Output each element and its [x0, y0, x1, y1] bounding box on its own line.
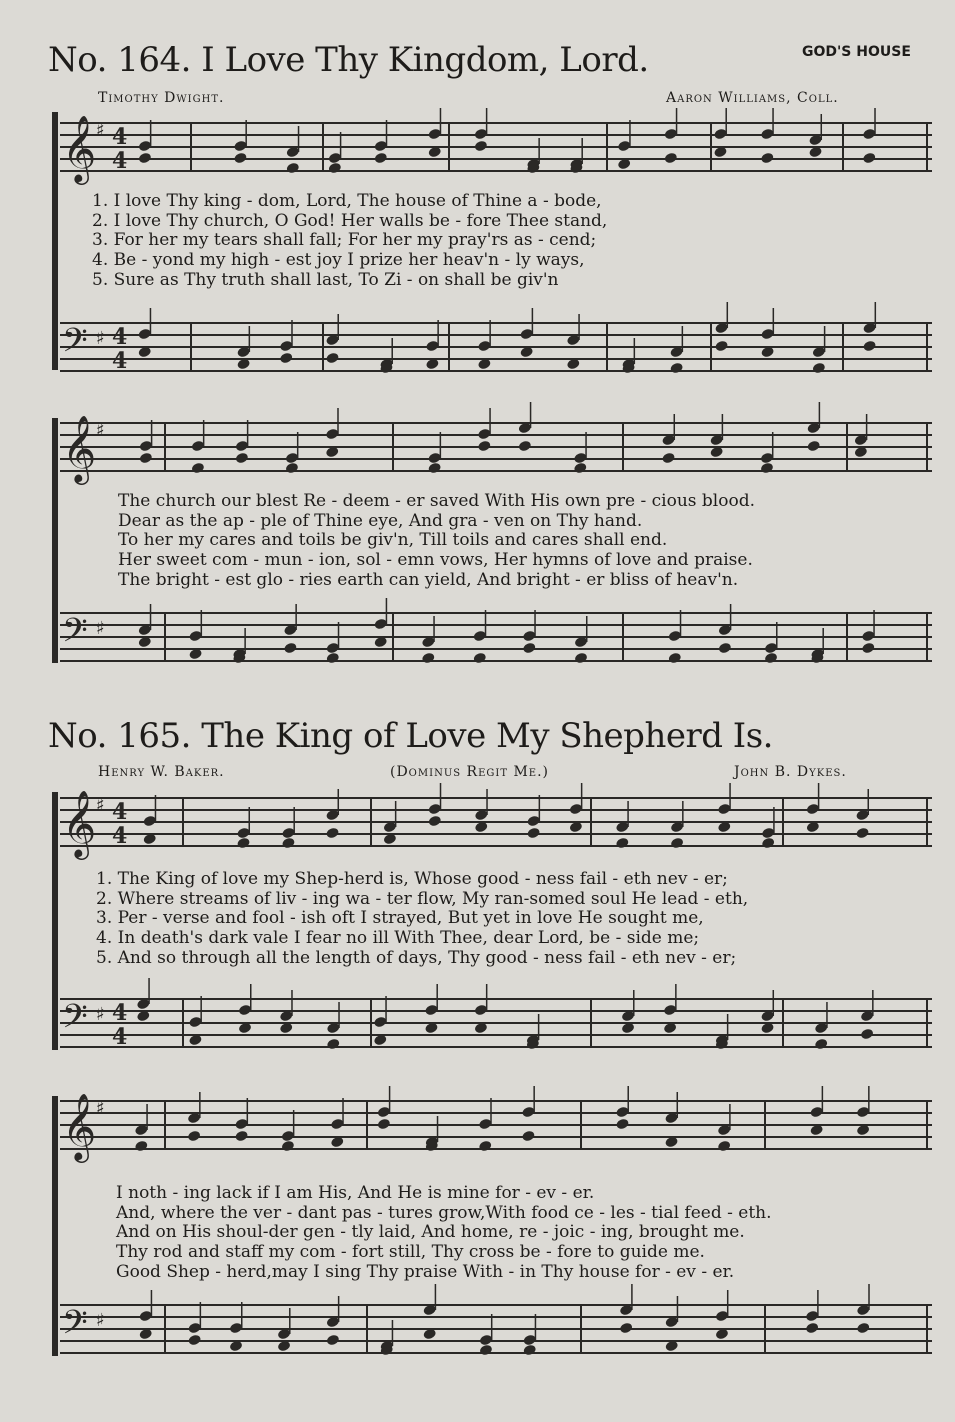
- verse-line: 4. Be - yond my high - est joy I prize her heav'n - ly ways,: [92, 250, 585, 271]
- bass-staff: [60, 322, 932, 372]
- bass-clef-icon: 𝄢: [62, 612, 88, 658]
- verse-line: And, where the ver - dant pas - tures grow,With food ce - les - tial feed - eth.: [116, 1202, 772, 1223]
- verse-line: 3. Per - verse and fool - ish oft I strayed, But yet in love He sought me,: [96, 908, 704, 929]
- section-label: GOD'S HOUSE: [802, 44, 911, 60]
- hymn-165-tune-name: (Dominus Regit Me.): [390, 764, 549, 780]
- treble-clef-icon: 𝄞: [62, 1092, 97, 1160]
- time-signature: 4: [112, 148, 128, 174]
- verse-line: Her sweet com - mun - ion, sol - emn vows, Her hymns of love and praise.: [118, 550, 753, 571]
- time-signature: 4: [112, 348, 128, 374]
- verse-line: 4. In death's dark vale I fear no ill With Thee, dear Lord, be - side me;: [96, 928, 700, 949]
- hymn-164-words-credit: Timothy Dwight.: [98, 90, 225, 106]
- sharp-icon: ♯: [96, 795, 105, 816]
- bass-staff: [60, 998, 932, 1048]
- system-brace: [52, 418, 58, 663]
- verse-line: 2. Where streams of liv - ing wa - ter flow, My ran-somed soul He lead - eth,: [96, 888, 749, 909]
- bass-staff: [60, 1304, 932, 1354]
- verse-line: 5. Sure as Thy truth shall last, To Zi - on shall be giv'n: [92, 269, 559, 290]
- time-signature: 4: [112, 324, 128, 350]
- hymn-165-verses-line2: [116, 1184, 934, 1283]
- hymn-165-words-credit: Henry W. Baker.: [98, 764, 225, 780]
- treble-clef-icon: 𝄞: [62, 414, 97, 482]
- hymn-165-verses-line1: [96, 870, 914, 969]
- verse-line: And on His shoul-der gen - tly laid, And home, re - joic - ing, brought me.: [116, 1222, 745, 1243]
- verse-line: Good Shep - herd,may I sing Thy praise With - in Thy house for - ev - er.: [116, 1261, 735, 1282]
- time-signature: 4: [112, 1024, 128, 1050]
- verse-line: 5. And so through all the length of days, Thy good - ness fail - eth nev - er;: [96, 947, 737, 968]
- sharp-icon: ♯: [96, 120, 105, 141]
- time-signature: 4: [112, 124, 128, 150]
- verse-line: The bright - est glo - ries earth can yield, And bright - er bliss of heav'n.: [118, 569, 739, 590]
- sharp-icon: ♯: [96, 1004, 105, 1025]
- treble-staff: [60, 797, 932, 847]
- hymn-164-verses-line1: [92, 192, 910, 291]
- verse-line: 2. I love Thy church, O God! Her walls be - fore Thee stand,: [92, 210, 608, 231]
- verse-line: I noth - ing lack if I am His, And He is mine for - ev - er.: [116, 1183, 595, 1203]
- system-brace: [52, 112, 58, 370]
- verse-line: 1. The King of love my Shep-herd is, Whose good - ness fail - eth nev - er;: [96, 869, 728, 889]
- time-signature: 4: [112, 799, 128, 825]
- verse-line: 1. I love Thy king - dom, Lord, The house of Thine a - bode,: [92, 191, 602, 211]
- hymn-164-music-credit: Aaron Williams, Coll.: [666, 90, 839, 106]
- sharp-icon: ♯: [96, 328, 105, 349]
- bass-clef-icon: 𝄢: [62, 1304, 88, 1350]
- verse-line: Thy rod and staff my com - fort still, Thy cross be - fore to guide me.: [116, 1242, 705, 1263]
- verse-line: The church our blest Re - deem - er saved With His own pre - cious blood.: [118, 491, 756, 511]
- hymn-164-verses-line2: [118, 492, 936, 591]
- bass-staff: [60, 612, 932, 662]
- verse-line: To her my cares and toils be giv'n, Till toils and cares shall end.: [118, 530, 668, 551]
- sharp-icon: ♯: [96, 1310, 105, 1331]
- treble-staff: [60, 1100, 932, 1150]
- sharp-icon: ♯: [96, 420, 105, 441]
- system-brace: [52, 1096, 58, 1356]
- sharp-icon: ♯: [96, 1098, 105, 1119]
- treble-staff: [60, 422, 932, 472]
- treble-clef-icon: 𝄞: [62, 114, 97, 182]
- bass-clef-icon: 𝄢: [62, 998, 88, 1044]
- time-signature: 4: [112, 823, 128, 849]
- treble-clef-icon: 𝄞: [62, 789, 97, 857]
- sharp-icon: ♯: [96, 618, 105, 639]
- bass-clef-icon: 𝄢: [62, 322, 88, 368]
- system-brace: [52, 792, 58, 1050]
- time-signature: 4: [112, 1000, 128, 1026]
- verse-line: Dear as the ap - ple of Thine eye, And gra - ven on Thy hand.: [118, 510, 643, 531]
- verse-line: 3. For her my tears shall fall; For her my pray'rs as - cend;: [92, 230, 597, 251]
- hymn-164-title: No. 164. I Love Thy Kingdom, Lord.: [48, 40, 649, 80]
- treble-staff: [60, 122, 932, 172]
- hymn-165-title: No. 165. The King of Love My Shepherd Is.: [48, 716, 773, 756]
- hymn-165-music-credit: John B. Dykes.: [734, 764, 847, 780]
